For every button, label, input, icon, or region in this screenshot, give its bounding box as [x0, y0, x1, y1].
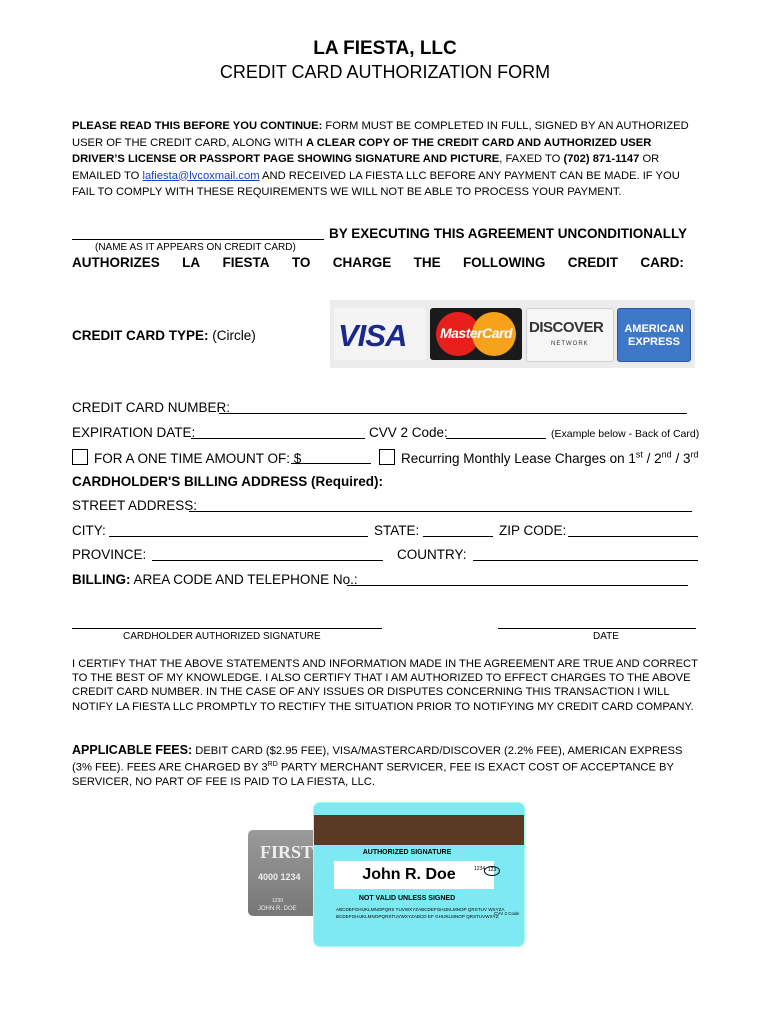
visa-logo[interactable]	[334, 308, 426, 360]
fax-number: (702) 871-1147	[563, 153, 640, 165]
billing-label: BILLING:	[72, 572, 131, 587]
date-caption: DATE	[593, 631, 619, 642]
name-line[interactable]	[72, 239, 324, 240]
one-time-row	[72, 449, 301, 466]
one-time-label: FOR A ONE TIME AMOUNT OF: $	[94, 451, 302, 466]
amex-logo[interactable]	[617, 308, 691, 362]
mastercard-text: MasterCard	[439, 325, 513, 341]
auth-word: AUTHORIZES	[72, 255, 160, 270]
card-logos	[330, 300, 695, 368]
fees-sup: RD	[267, 761, 278, 769]
auth-word: CARD:	[640, 255, 684, 270]
card-type-hint: (Circle)	[212, 328, 256, 343]
email-link[interactable]: lafiesta@lvcoxmail.com	[142, 169, 260, 182]
card-back-cvv-label: CVV 2 Code	[494, 911, 520, 916]
executing-text: BY EXECUTING THIS AGREEMENT UNCONDITIONALLY	[329, 226, 688, 241]
auth-word: TO	[291, 255, 311, 270]
cvv-field[interactable]	[446, 438, 546, 439]
city-field[interactable]	[109, 536, 368, 537]
card-back-signature: John R. Doe	[362, 866, 456, 883]
intro-text: FORM MUST BE COMPLETED IN FULL, SIGNED BY AN AUTHORIZED USER OF THE CREDIT CARD, ALONG WITH	[72, 120, 689, 149]
country-field[interactable]	[473, 560, 698, 561]
card-back-number: 1234	[474, 866, 486, 872]
zip-label: ZIP CODE:	[499, 523, 567, 538]
auth-word: CHARGE	[332, 255, 392, 270]
intro-text: AND RECEIVED LA FIESTA LLC BEFORE ANY PAYMENT CAN BE MADE. IF YOU FAIL TO COMPLY WITH THESE REQUIREMENTS WE WILL NOT BE ABLE TO PROCESS YOUR PAYMENT.	[72, 169, 680, 198]
expiration-field[interactable]	[191, 438, 365, 439]
card-type-title: CREDIT CARD TYPE:	[72, 328, 209, 343]
certify-paragraph: I CERTIFY THAT THE ABOVE STATEMENTS AND INFORMATION MADE IN THE AGREEMENT ARE TRUE AND CORRECT TO THE BEST OF MY KNOWLEDGE. I ALSO CERTIFY THAT I AM AUTHORIZED TO EFFECT CHARGES TO THE ABOVE CREDIT CARD NUMBER. IN THE CASE OF ANY ISSUES OR DISPUTES CONCERNING THIS TRANSACTION I WILL NOTIFY LA FIESTA LLC PROMPTLY TO RECTIFY THE SITUATION PRIOR TO NOTIFYING MY CREDIT CARD COMPANY.	[72, 658, 698, 713]
fees-label: APPLICABLE FEES:	[72, 743, 193, 757]
fees-paragraph	[72, 743, 702, 789]
signature-caption: CARDHOLDER AUTHORIZED SIGNATURE	[123, 631, 321, 642]
authorizes-row	[72, 255, 684, 270]
card-front-number: 4000 1234	[258, 872, 301, 882]
card-number-field[interactable]	[219, 413, 687, 414]
card-type-label	[72, 328, 256, 343]
recurring-2: / 2	[642, 451, 662, 466]
billing-phone-row	[72, 572, 358, 587]
auth-word: FIESTA	[222, 255, 270, 270]
company-title: LA FIESTA, LLC	[313, 38, 457, 59]
card-number-label: CREDIT CARD NUMBER:	[72, 400, 231, 415]
card-back-not-valid: NOT VALID UNLESS SIGNED	[358, 895, 456, 902]
name-caption: (NAME AS IT APPEARS ON CREDIT CARD)	[95, 242, 296, 253]
zip-field[interactable]	[568, 536, 698, 537]
city-label: CITY:	[72, 523, 106, 538]
intro-text: , FAXED TO	[499, 153, 564, 165]
card-back-auth-label: AUTHORIZED SIGNATURE	[362, 849, 452, 856]
card-back-alphabet: ABCDEFGHIJKLMNOPQRS TUVWXYZABCDEFGHIJKLMNOP QRSTUV WXYZABCDEFGHIJKLMNOPQRSTUVWXYZABCD EF GHIJKLMNOP QRSTUVWXYZ	[336, 907, 505, 919]
recurring-checkbox[interactable]	[379, 449, 395, 465]
phone-field[interactable]	[347, 585, 688, 586]
cvv-note: (Example below - Back of Card)	[551, 428, 700, 440]
recurring-3: / 3	[671, 451, 691, 466]
billing-address-header: CARDHOLDER'S BILLING ADDRESS (Required):	[72, 474, 383, 489]
magnetic-stripe	[314, 815, 524, 845]
amex-line1: AMERICAN	[624, 323, 684, 335]
one-time-checkbox[interactable]	[72, 449, 88, 465]
recurring-label: Recurring Monthly Lease Charges on 1	[401, 451, 636, 466]
card-front-title: FIRST	[260, 842, 314, 862]
province-label: PROVINCE:	[72, 547, 147, 562]
one-time-amount-field[interactable]	[291, 463, 371, 464]
recurring-row	[379, 449, 698, 466]
auth-word: LA	[182, 255, 201, 270]
discover-text: DISCOVER	[529, 319, 604, 336]
fees-text: PARTY MERCHANT SERVICER, FEE IS EXACT COST OF ACCEPTANCE BY SERVICER, NO PART OF FEE IS PAID TO LA FIESTA, LLC.	[72, 761, 674, 789]
expiration-label: EXPIRATION DATE:	[72, 425, 196, 440]
visa-text: VISA	[338, 318, 407, 353]
auth-word: THE	[413, 255, 441, 270]
discover-logo[interactable]	[526, 308, 614, 362]
mastercard-logo[interactable]	[430, 308, 522, 360]
state-field[interactable]	[423, 536, 493, 537]
card-front-name: JOHN R. DOE	[258, 906, 297, 912]
date-line[interactable]	[498, 628, 696, 629]
auth-word: FOLLOWING	[462, 255, 546, 270]
intro-lead: PLEASE READ THIS BEFORE YOU CONTINUE:	[72, 120, 323, 132]
discover-network: NETWORK	[551, 341, 589, 347]
sup-nd: nd	[661, 449, 672, 460]
fees-text: DEBIT CARD ($2.95 FEE), VISA/MASTERCARD/DISCOVER (2.2% FEE), AMERICAN EXPRESS (3% FEE). FEES ARE CHARGED BY 3	[72, 745, 683, 774]
signature-panel	[334, 861, 494, 889]
card-back-image	[314, 803, 524, 946]
state-label: STATE:	[374, 523, 420, 538]
intro-paragraph	[72, 118, 702, 201]
intro-requirement: A CLEAR COPY OF THE CREDIT CARD AND AUTHORIZED USER DRIVER’S LICENSE OR PASSPORT PAGE SHOWING SIGNATURE AND PICTURE	[72, 136, 652, 165]
card-front-small: 1230	[272, 898, 284, 904]
auth-word: CREDIT	[567, 255, 619, 270]
street-field[interactable]	[189, 511, 692, 512]
form-title: CREDIT CARD AUTHORIZATION FORM	[219, 62, 551, 82]
sup-rd: rd	[690, 449, 699, 460]
sup-st: st	[635, 449, 643, 460]
signature-line[interactable]	[72, 628, 382, 629]
cvv-label: CVV 2 Code:	[369, 425, 448, 440]
country-label: COUNTRY:	[397, 547, 467, 562]
intro-text: OR EMAILED TO	[72, 153, 660, 182]
province-field[interactable]	[152, 560, 383, 561]
cvv-oval: 123	[484, 866, 500, 876]
street-label: STREET ADDRESS:	[72, 498, 198, 513]
amex-line2: EXPRESS	[628, 336, 680, 348]
phone-label: AREA CODE AND TELEPHONE No.:	[133, 572, 358, 587]
